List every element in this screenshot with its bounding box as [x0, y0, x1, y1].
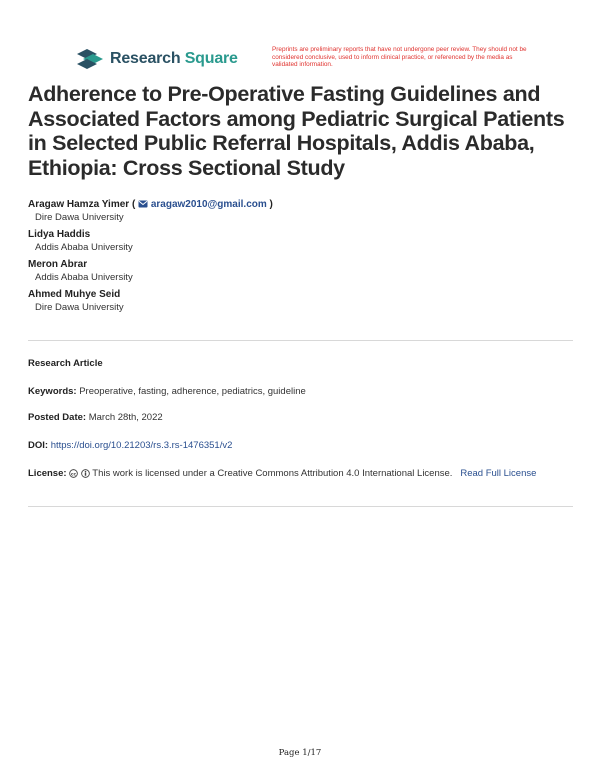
author-entry — [28, 258, 568, 284]
paper-title: Adherence to Pre-Operative Fasting Guidelines and Associated Factors among Pediatric Surgical Patients in Selected Public Referral Hospitals, Addis Ababa, Ethiopia: Cross Sectional Study — [28, 82, 565, 180]
keywords-value: Preoperative, fasting, adherence, pediatrics, guideline — [79, 386, 306, 397]
author-name: Aragaw Hamza Yimer ( aragaw2010@gmail.com ) — [28, 199, 273, 210]
divider-bottom — [28, 506, 573, 507]
doi-line — [28, 439, 573, 453]
license-line — [28, 467, 573, 483]
author-list — [28, 198, 568, 318]
page-number: Page 1/17 — [278, 748, 322, 758]
research-square-logo-icon — [76, 48, 104, 70]
posted-label: Posted Date: — [28, 412, 87, 423]
author-affiliation: Addis Ababa University — [35, 242, 133, 253]
research-square-logo[interactable] — [76, 48, 238, 70]
doi-label: DOI: — [28, 440, 49, 451]
envelope-icon — [138, 200, 148, 208]
creative-commons-icon — [69, 469, 78, 478]
author-name: Lidya Haddis — [28, 229, 91, 240]
page-header — [76, 46, 546, 78]
article-type: Research Article — [28, 358, 103, 369]
posted-date-line — [28, 411, 573, 425]
doi-link[interactable]: https://doi.org/10.21203/rs.3.rs-1476351/v2 — [50, 440, 233, 451]
divider-top — [28, 340, 573, 341]
license-label: License: — [28, 468, 67, 479]
posted-value: March 28th, 2022 — [88, 412, 163, 423]
author-name: Meron Abrar — [28, 259, 88, 270]
svg-text:cc: cc — [71, 472, 77, 478]
author-entry — [28, 228, 568, 254]
license-text: This work is licensed under a Creative Commons Attribution 4.0 International License. — [92, 468, 453, 479]
author-entry — [28, 198, 568, 224]
read-full-license-link[interactable]: Read Full License — [460, 468, 537, 479]
author-affiliation: Dire Dawa University — [35, 302, 124, 313]
keywords-line — [28, 385, 573, 399]
preprint-disclaimer: Preprints are preliminary reports that have not undergone peer review. They should not be considered conclusive, used to inform clinical practice, or referenced by the media as validated information. — [272, 46, 527, 69]
logo-wordmark — [110, 50, 238, 68]
author-name: Ahmed Muhye Seid — [28, 289, 121, 300]
logo-word-square: Square — [184, 50, 238, 67]
author-email-link[interactable]: aragaw2010@gmail.com — [150, 199, 267, 210]
author-affiliation: Dire Dawa University — [35, 212, 124, 223]
logo-word-research: Research — [110, 50, 181, 67]
author-entry — [28, 288, 568, 314]
keywords-label: Keywords: — [28, 386, 77, 397]
author-affiliation: Addis Ababa University — [35, 272, 133, 283]
attribution-icon — [81, 469, 90, 478]
